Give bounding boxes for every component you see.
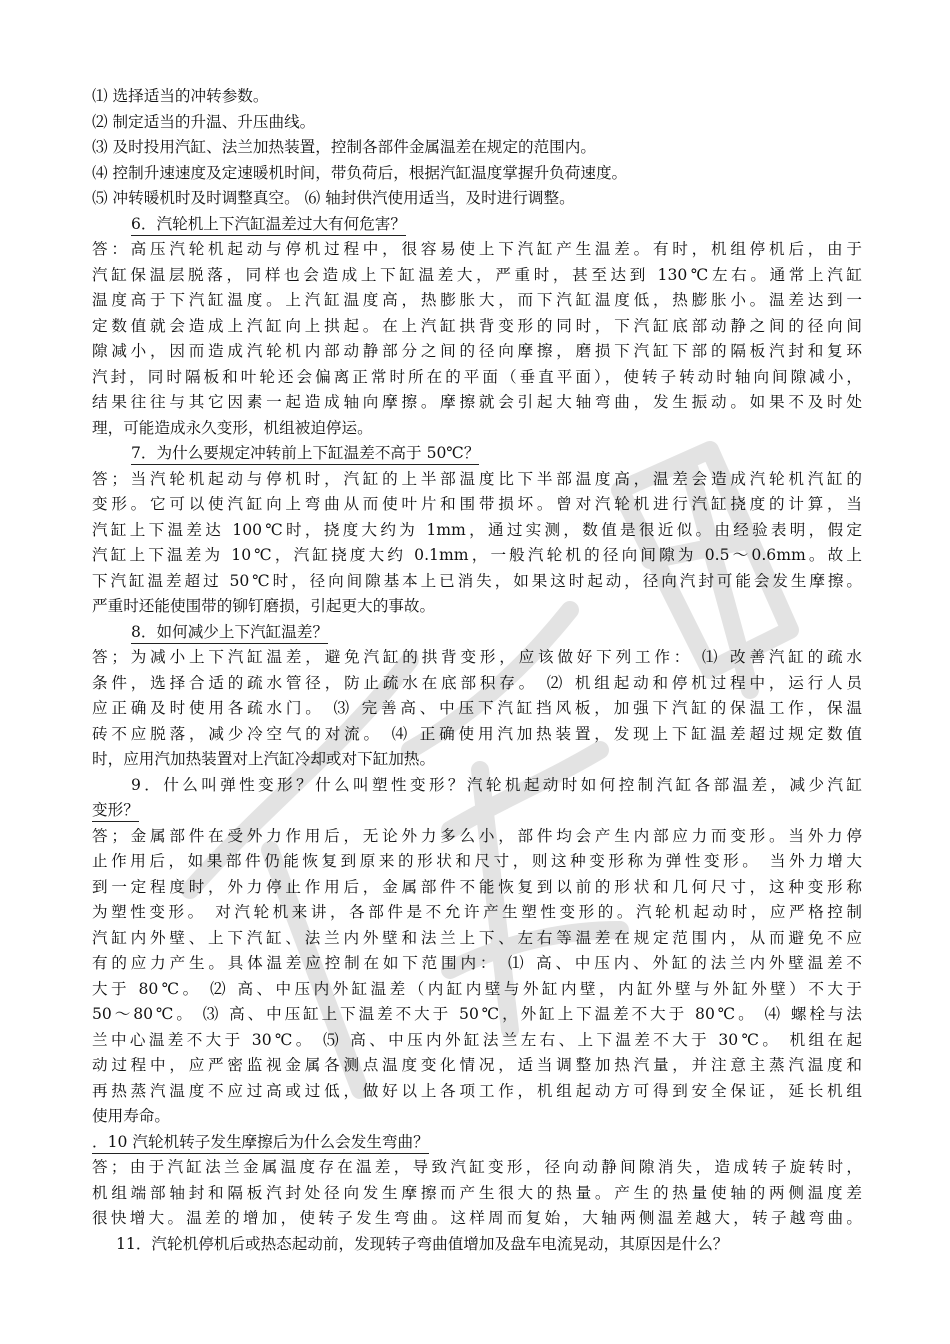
answer-line: 汽缸上下温差达 100℃时，挠度大约为 1mm，通过实测，数值是很近似。由经验表明，假定 bbox=[92, 520, 862, 539]
list-item: ⑷ 控制升速速度及定速暖机时间，带负荷后，根据汽缸温度掌握升负荷速度。 bbox=[92, 163, 628, 182]
measures-list bbox=[92, 84, 862, 212]
question-11 bbox=[92, 1232, 862, 1258]
question-10 bbox=[92, 1130, 862, 1232]
question-title-cont: 变形？ bbox=[92, 800, 139, 822]
question-title: 9．什么叫弹性变形？什么叫塑性变形？汽轮机起动时如何控制汽缸各部温差，减少汽缸 bbox=[131, 775, 862, 794]
answer-line: 变形。它可以使汽缸向上弯曲从而使叶片和围带损坏。曾对汽轮机进行汽缸挠度的计算，当 bbox=[92, 495, 862, 513]
answer-line: 答：高压汽轮机起动与停机过程中，很容易使上下汽缸产生温差。有时，机组停机后，由于 bbox=[92, 240, 862, 258]
answer-line: 使用寿命。 bbox=[92, 1107, 170, 1125]
answer-line: 机组端部轴封和隔板汽封处径向发生摩擦而产生很大的热量。产生的热量使轴的两侧温度差 bbox=[92, 1183, 862, 1202]
list-item: ⑵ 制定适当的升温、升压曲线。 bbox=[92, 112, 316, 131]
answer-line: 汽缸内外壁、上下汽缸、法兰内外壁和法兰上下、左右等温差在规定范围内，从而避免不应 bbox=[92, 928, 862, 947]
question-6 bbox=[92, 212, 862, 442]
answer-line: 再热蒸汽温度不应过高或过低，做好以上各项工作，机组起动方可得到安全保证，延长机组 bbox=[92, 1081, 862, 1100]
answer-line: 定数值就会造成上汽缸向上拱起。在上汽缸拱背变形的同时，下汽缸底部动静之间的径向间 bbox=[92, 316, 862, 335]
answer-line: 答；当汽轮机起动与停机时，汽缸的上半部温度比下半部温度高，温差会造成汽轮机汽缸的 bbox=[92, 469, 862, 488]
answer-line: 大于 80℃。 ⑵ 高、中压内外缸温差（内缸内壁与外缸内壁，内缸外壁与外缸外壁）不大于 bbox=[92, 979, 862, 998]
answer-line: 砖不应脱落，减少冷空气的对流。 ⑷ 正确使用汽加热装置，发现上下缸温差超过规定数值 bbox=[92, 724, 862, 743]
answer-line: 汽缸保温层脱落，同样也会造成上下缸温差大，严重时，甚至达到 130℃左右。通常上汽缸 bbox=[92, 265, 862, 284]
question-8 bbox=[92, 620, 862, 773]
answer-line: 动过程中，应严密监视金属各测点温度变化情况，适当调整加热汽量，并注意主蒸汽温度和 bbox=[92, 1056, 862, 1074]
answer-line: 理，可能造成永久变形，机组被迫停运。 bbox=[92, 418, 373, 437]
answer-line: 汽缸上下温差为 10℃，汽缸挠度大约 0.1mm，一般汽轮机的径向间隙为 0.5～0.6mm。故上 bbox=[92, 546, 862, 564]
list-item: ⑶ 及时投用汽缸、法兰加热装置，控制各部件金属温差在规定的范围内。 bbox=[92, 138, 596, 156]
answer-line: 汽封，同时隔板和叶轮还会偏离正常时所在的平面（垂直平面），使转子转动时轴向间隙减小， bbox=[92, 367, 862, 386]
question-title: ．10 汽轮机转子发生摩擦后为什么会发生弯曲？ bbox=[92, 1132, 429, 1154]
question-title: 7．为什么要规定冲转前上下缸温差不高于 50℃？ bbox=[131, 443, 479, 465]
answer-line: 时，应用汽加热装置对上汽缸冷却或对下缸加热。 bbox=[92, 750, 436, 768]
list-item: ⑴ 选择适当的冲转参数。 bbox=[92, 87, 269, 105]
answer-line: 答；为减小上下汽缸温差，避免汽缸的拱背变形，应该做好下列工作： ⑴ 改善汽缸的疏水 bbox=[92, 648, 862, 666]
answer-line: 条件，选择合适的疏水管径，防止疏水在底部积存。 ⑵ 机组起动和停机过程中，运行人员 bbox=[92, 673, 862, 692]
answer-line: 下汽缸温差超过 50℃时，径向间隙基本上已消失，如果这时起动，径向汽封可能会发生摩擦。 bbox=[92, 571, 862, 590]
answer-line: 答；金属部件在受外力作用后，无论外力多么小，部件均会产生内部应力而变形。当外力停 bbox=[92, 826, 862, 845]
answer-line: 到一定程度时，外力停止作用后，金属部件不能恢复到以前的形状和几何尺寸，这种变形称 bbox=[92, 877, 862, 896]
answer-line: 温度高于下汽缸温度。上汽缸温度高，热膨胀大，而下汽缸温度低，热膨胀小。温差达到一 bbox=[92, 291, 862, 309]
answer-line: 止作用后，如果部件仍能恢复到原来的形状和尺寸，则这种变形称为弹性变形。 当外力增大 bbox=[92, 852, 862, 870]
answer-line: 有的应力产生。具体温差应控制在如下范围内： ⑴ 高、中压内、外缸的法兰内外壁温差不 bbox=[92, 954, 862, 972]
answer-line: 兰中心温差不大于 30℃。 ⑸ 高、中压内外缸法兰左右、上下温差不大于 30℃。 机组在起 bbox=[92, 1030, 862, 1049]
answer-line: 很快增大。温差的增加，使转子发生弯曲。这样周而复始，大轴两侧温差越大，转子越弯曲。 bbox=[92, 1209, 862, 1227]
list-item: ⑸ 冲转暖机时及时调整真空。 ⑹ 轴封供汽使用适当，及时进行调整。 bbox=[92, 189, 575, 207]
question-title: 6．汽轮机上下汽缸温差过大有何危害？ bbox=[131, 214, 406, 236]
answer-line: 答；由于汽缸法兰金属温度存在温差，导致汽缸变形，径向动静间隙消失，造成转子旋转时， bbox=[92, 1158, 862, 1176]
answer-line: 为塑性变形。 对汽轮机来讲，各部件是不允许产生塑性变形的。汽轮机起动时，应严格控制 bbox=[92, 903, 862, 921]
answer-line: 严重时还能使围带的铆钉磨损，引起更大的事故。 bbox=[92, 597, 436, 615]
answer-line: 隙减小，因而造成汽轮机内部动静部分之间的径向摩擦，磨损下汽缸下部的隔板汽封和复环 bbox=[92, 342, 862, 360]
answer-line: 结果往往与其它因素一起造成轴向摩擦。摩擦就会引起大轴弯曲，发生振动。如果不及时处 bbox=[92, 393, 862, 411]
document-body bbox=[92, 84, 862, 1257]
question-7 bbox=[92, 441, 862, 620]
answer-line: 应正确及时使用各疏水门。 ⑶ 完善高、中压下汽缸挡风板，加强下汽缸的保温工作，保温 bbox=[92, 699, 862, 717]
question-title: 8．如何减少上下汽缸温差？ bbox=[131, 622, 328, 644]
question-title: 11．汽轮机停机后或热态起动前，发现转子弯曲值增加及盘车电流晃动，其原因是什么？ bbox=[116, 1234, 729, 1253]
question-9 bbox=[92, 773, 862, 1130]
answer-line: 50～80℃。 ⑶ 高、中压缸上下温差不大于 50℃，外缸上下温差不大于 80℃。 ⑷ 螺栓与法 bbox=[92, 1005, 862, 1023]
